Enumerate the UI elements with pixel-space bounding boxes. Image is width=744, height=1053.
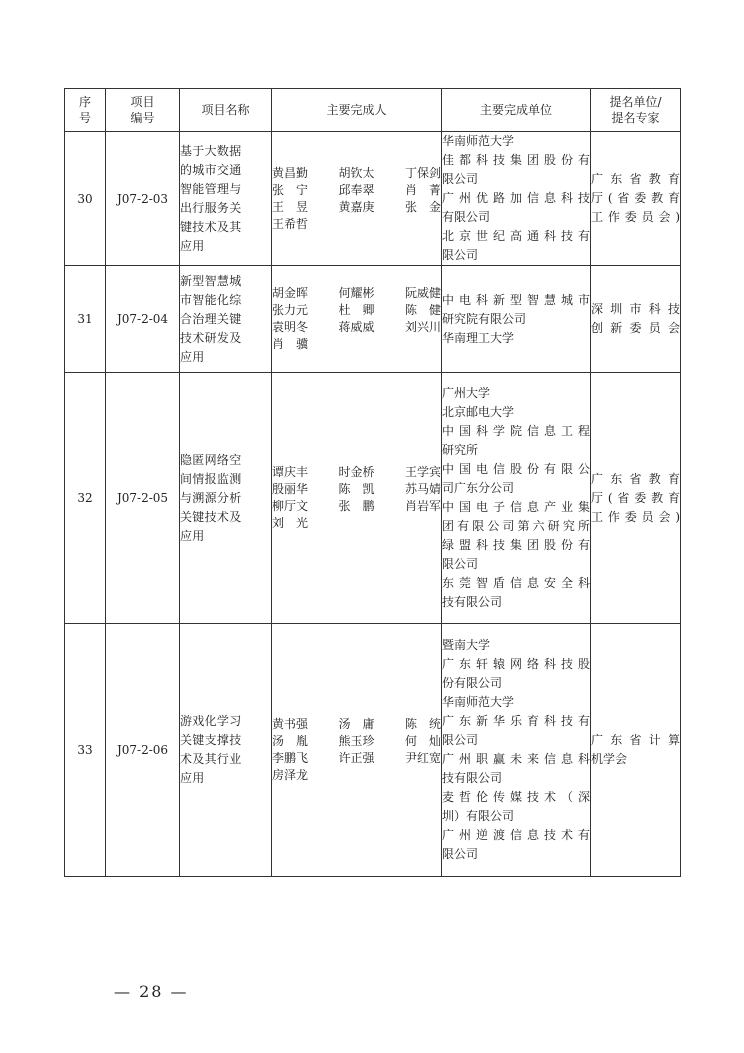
cell-code: J07-2-05 xyxy=(106,373,180,624)
people-list xyxy=(272,464,441,532)
project-name-line: 技术研发及 xyxy=(180,330,242,345)
person-name: 柳厅文 xyxy=(272,499,309,513)
people-list xyxy=(272,285,441,353)
unit-line: 北京邮电大学 xyxy=(442,405,515,419)
unit-line: 中电科新型智慧城市 xyxy=(442,292,590,307)
cell-code: J07-2-06 xyxy=(106,624,180,877)
unit-line: 有限公司 xyxy=(442,210,491,224)
cell-code: J07-2-04 xyxy=(106,266,180,373)
project-name-line: 间情报监测 xyxy=(180,471,242,486)
project-name-line: 应用 xyxy=(180,771,205,785)
person-name: 黄书强 xyxy=(272,717,309,731)
cell-project-name xyxy=(180,624,272,877)
person-name: 肖 骥 xyxy=(272,337,309,351)
project-name-line: 键技术及其 xyxy=(180,219,242,234)
project-name-line: 应用 xyxy=(180,528,205,543)
cell-units xyxy=(442,132,591,266)
person-name: 张 宁 xyxy=(272,182,309,197)
person-name xyxy=(328,767,384,784)
project-name-line: 应用 xyxy=(180,238,205,253)
unit-line: 广州大学 xyxy=(442,386,491,400)
person-name: 陈 健 xyxy=(404,303,441,317)
unit-line: 技有限公司 xyxy=(442,771,503,785)
person-name: 时金桥 xyxy=(338,465,375,479)
unit-line: 限公司 xyxy=(442,733,479,747)
header-name: 项目名称 xyxy=(180,89,272,132)
unit-line: 限公司 xyxy=(442,557,479,571)
unit-line: 限公司 xyxy=(442,847,479,861)
cell-seq: 31 xyxy=(65,266,106,373)
person-name xyxy=(328,336,384,353)
person-name xyxy=(385,767,441,784)
unit-line: 司广东分公司 xyxy=(442,481,515,495)
nominator-line: 广东省教育 xyxy=(591,172,680,186)
header-code: 项目 编号 xyxy=(106,89,180,132)
unit-line: 研究院有限公司 xyxy=(442,311,527,326)
unit-line: 东莞智盾信息安全科 xyxy=(442,576,590,590)
unit-line: 圳）有限公司 xyxy=(442,809,515,823)
person-name: 丁保剑 xyxy=(404,165,441,180)
person-name: 苏马婧 xyxy=(404,482,441,496)
project-name-line: 关键支撑技 xyxy=(180,733,242,747)
person-name: 黄嘉庚 xyxy=(338,199,375,214)
cell-nominator xyxy=(591,266,681,373)
unit-line: 广州逆渡信息技术有 xyxy=(442,828,590,842)
unit-line: 广东轩辕网络科技股 xyxy=(442,657,590,671)
unit-line: 中国电信股份有限公 xyxy=(442,462,590,476)
nominator-line: 创新委员会 xyxy=(591,321,680,335)
person-name: 肖岩军 xyxy=(404,499,441,513)
cell-units xyxy=(442,266,591,373)
person-name: 王 昱 xyxy=(272,199,309,214)
cell-seq: 32 xyxy=(65,373,106,624)
person-name: 王学宾 xyxy=(404,465,441,479)
project-name-line: 出行服务关 xyxy=(180,200,242,215)
person-name: 袁明冬 xyxy=(272,320,309,334)
cell-project-name xyxy=(180,266,272,373)
header-seq: 序 号 xyxy=(65,89,106,132)
project-name-line: 新型智慧城 xyxy=(180,273,242,288)
unit-line: 华南师范大学 xyxy=(442,134,515,148)
cell-nominator xyxy=(591,624,681,877)
nominator-line: 厅(省委教育 xyxy=(591,191,680,205)
project-name-line: 市智能化综 xyxy=(180,292,242,307)
unit-line: 绿盟科技集团股份有 xyxy=(442,538,590,552)
cell-people xyxy=(272,373,442,624)
cell-seq: 30 xyxy=(65,132,106,266)
person-name: 房泽龙 xyxy=(272,768,309,782)
table-row xyxy=(65,624,681,877)
unit-line: 暨南大学 xyxy=(442,638,491,652)
person-name: 胡金晖 xyxy=(272,286,309,300)
unit-line: 广州职赢未来信息科 xyxy=(442,752,590,766)
project-name-line: 基于大数据 xyxy=(180,143,242,158)
person-name: 汤 庸 xyxy=(338,717,375,731)
person-name: 谭庆丰 xyxy=(272,465,309,479)
person-name: 胡钦太 xyxy=(338,165,375,180)
nominator-line: 厅(省委教育 xyxy=(591,490,680,505)
person-name: 肖 菁 xyxy=(404,182,441,197)
person-name xyxy=(328,216,384,233)
nominator-line: 工作委员会) xyxy=(591,210,680,224)
project-name-line: 智能管理与 xyxy=(180,181,242,196)
cell-project-name xyxy=(180,373,272,624)
table-row xyxy=(65,132,681,266)
header-people: 主要完成人 xyxy=(272,89,442,132)
nominator-line: 机学会 xyxy=(591,752,628,766)
person-name xyxy=(385,515,441,532)
person-name: 殷丽华 xyxy=(272,482,309,496)
project-name-line: 合治理关键 xyxy=(180,311,242,326)
awards-table xyxy=(64,88,681,877)
project-name-line: 应用 xyxy=(180,349,205,364)
unit-line: 广东新华乐育科技有 xyxy=(442,714,590,728)
person-name: 张力元 xyxy=(272,303,309,317)
project-name-line: 的城市交通 xyxy=(180,162,242,177)
nominator-line: 广东省教育 xyxy=(591,471,680,486)
cell-units xyxy=(442,373,591,624)
project-name-line: 关键技术及 xyxy=(180,509,242,524)
header-units: 主要完成单位 xyxy=(442,89,591,132)
cell-people xyxy=(272,132,442,266)
person-name: 尹红宽 xyxy=(404,751,441,765)
unit-line: 中国电子信息产业集 xyxy=(442,500,590,514)
person-name: 陈 统 xyxy=(404,717,441,731)
cell-project-name xyxy=(180,132,272,266)
unit-line: 技有限公司 xyxy=(442,595,503,609)
unit-line: 华南理工大学 xyxy=(442,330,515,345)
cell-units xyxy=(442,624,591,877)
unit-line: 中国科学院信息工程 xyxy=(442,424,590,438)
person-name: 何耀彬 xyxy=(338,286,375,300)
project-name-line: 游戏化学习 xyxy=(180,714,242,728)
project-name-line: 与溯源分析 xyxy=(180,490,242,505)
nominator-line: 工作委员会) xyxy=(591,509,680,524)
person-name: 黄昌勤 xyxy=(272,165,309,180)
table-row xyxy=(65,373,681,624)
people-list xyxy=(272,716,441,784)
cell-people xyxy=(272,266,442,373)
unit-line: 广州优路加信息科技 xyxy=(442,191,590,205)
person-name: 李鹏飞 xyxy=(272,751,309,765)
person-name: 张 金 xyxy=(404,199,441,214)
person-name: 刘兴川 xyxy=(404,320,441,334)
person-name: 阮威健 xyxy=(404,286,441,300)
person-name: 王希哲 xyxy=(272,216,309,231)
person-name xyxy=(328,515,384,532)
nominator-line: 广东省计算 xyxy=(591,733,680,747)
person-name: 张 鹏 xyxy=(338,499,375,513)
unit-line: 研究所 xyxy=(442,443,479,457)
unit-line: 份有限公司 xyxy=(442,676,503,690)
cell-nominator xyxy=(591,132,681,266)
person-name: 邱奉翠 xyxy=(338,182,375,197)
unit-line: 佳都科技集团股份有 xyxy=(442,153,590,167)
person-name: 陈 凯 xyxy=(338,482,375,496)
person-name xyxy=(385,336,441,353)
header-nominator: 提名单位/ 提名专家 xyxy=(591,89,681,132)
cell-people xyxy=(272,624,442,877)
person-name: 熊玉珍 xyxy=(338,734,375,748)
table-row xyxy=(65,266,681,373)
page-number: — 28 — xyxy=(114,982,189,1001)
people-list xyxy=(272,165,441,233)
person-name: 汤 胤 xyxy=(272,734,309,748)
nominator-line: 深圳市科技 xyxy=(591,302,680,316)
table-header-row xyxy=(65,89,681,132)
person-name: 何 灿 xyxy=(404,734,441,748)
cell-nominator xyxy=(591,373,681,624)
project-name-line: 隐匿网络空 xyxy=(180,452,242,467)
person-name: 刘 光 xyxy=(272,516,309,530)
project-name-line: 术及其行业 xyxy=(180,752,242,766)
person-name xyxy=(385,216,441,233)
cell-code: J07-2-03 xyxy=(106,132,180,266)
person-name: 杜 卿 xyxy=(338,303,375,317)
unit-line: 北京世纪高通科技有 xyxy=(442,229,590,243)
cell-seq: 33 xyxy=(65,624,106,877)
unit-line: 麦哲伦传媒技术（深 xyxy=(442,790,590,804)
unit-line: 华南师范大学 xyxy=(442,695,515,709)
unit-line: 团有限公司第六研究所 xyxy=(442,519,590,533)
unit-line: 限公司 xyxy=(442,248,479,262)
person-name: 蒋威威 xyxy=(338,320,375,334)
person-name: 许正强 xyxy=(338,751,375,765)
unit-line: 限公司 xyxy=(442,172,479,186)
